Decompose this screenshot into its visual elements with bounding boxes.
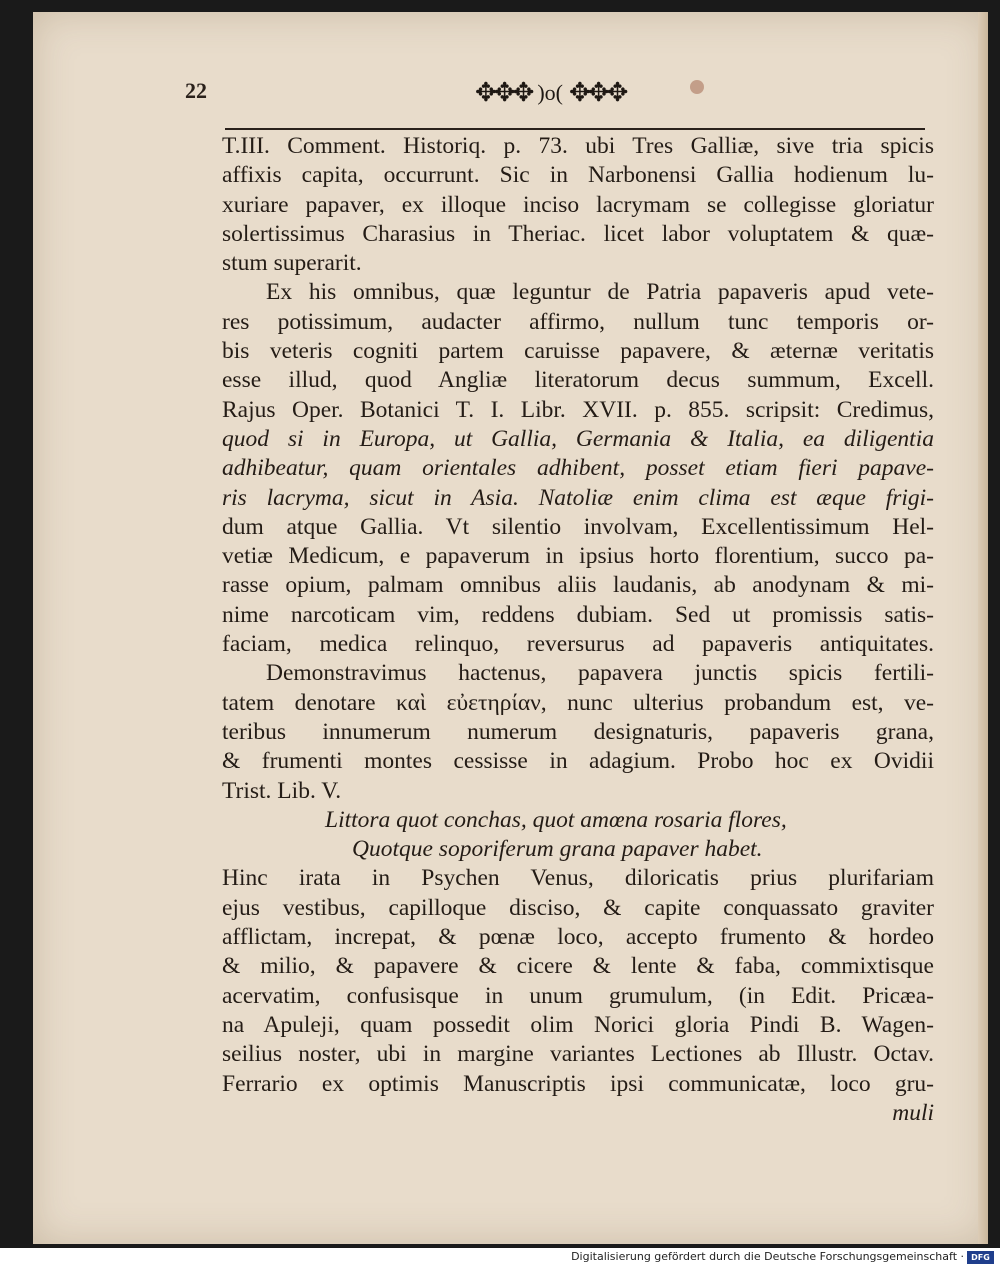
text-line: xuriare papaver, ex illoque inciso lacrymam se collegisse gloriatur	[222, 191, 934, 218]
ornament-mid: )o(	[537, 80, 564, 105]
page-header	[185, 78, 945, 118]
text-line: Rajus Oper. Botanici T. I. Libr. XVII. p. 855. scripsit: Credimus,	[222, 396, 934, 423]
text-line: quod si in Europa, ut Gallia, Germania & Italia, ea diligentia	[222, 425, 934, 452]
text-line: faciam, medica relinquo, reversurus ad papaveris antiquitates.	[222, 631, 934, 658]
text-line: seilius noster, ubi in margine variantes Lectiones ab Illustr. Octav.	[222, 1041, 934, 1068]
text-line: affixis capita, occurrunt. Sic in Narbonensi Gallia hodienum lu-	[222, 162, 934, 189]
text-line: tatem denotare καὶ εὐετηρίαν, nunc ulterius probandum est, ve-	[222, 689, 934, 716]
body-text	[222, 132, 934, 1128]
text-line: nime narcoticam vim, reddens dubiam. Sed ut promissis satis-	[222, 601, 934, 628]
text-line: acervatim, confusisque in unum grumulum, (in Edit. Pricæa-	[222, 982, 934, 1009]
funding-credit: Digitalisierung gefördert durch die Deutsche Forschungsgemeinschaft ·	[571, 1250, 964, 1263]
text-line: res potissimum, audacter affirmo, nullum tunc temporis or-	[222, 308, 934, 335]
text-line: solertissimus Charasius in Theriac. licet labor voluptatem & quæ-	[222, 220, 934, 247]
text-line: adhibeatur, quam orientales adhibent, posset etiam fieri papave-	[222, 455, 934, 482]
header-rule	[225, 128, 925, 130]
text-line: stum superarit.	[222, 250, 362, 277]
text-line: dum atque Gallia. Vt silentio involvam, Excellentissimum Hel-	[222, 513, 934, 540]
footer-bar	[0, 1248, 1000, 1268]
text-line: bis veteris cogniti partem caruisse papavere, & æternæ veritatis	[222, 338, 934, 365]
text-line: teribus innumerum numerum designaturis, papaveris grana,	[222, 718, 934, 745]
page-edge	[978, 12, 988, 1244]
text-line: Hinc irata in Psychen Venus, diloricatis prius plurifariam	[222, 865, 934, 892]
text-line: Quotque soporiferum grana papaver habet.	[352, 836, 763, 863]
text-line: muli	[892, 1099, 934, 1126]
ornament-left-icon: ✥✥✥	[475, 78, 532, 107]
text-line: & milio, & papavere & cicere & lente & faba, commixtisque	[222, 953, 934, 980]
text-line: esse illud, quod Angliæ literatorum decus summum, Excell.	[222, 367, 934, 394]
text-line: Demonstravimus hactenus, papavera junctis spicis fertili-	[266, 660, 934, 687]
ornament-right-icon: ✥✥✥	[569, 78, 626, 107]
text-line: & frumenti montes cessisse in adagium. Probo hoc ex Ovidii	[222, 748, 934, 775]
text-line: na Apuleji, quam possedit olim Norici gloria Pindi B. Wagen-	[222, 1011, 934, 1038]
header-ornament	[475, 78, 625, 108]
text-line: Ferrario ex optimis Manuscriptis ipsi communicatæ, loco gru-	[222, 1070, 934, 1097]
page-number: 22	[185, 78, 207, 103]
text-line: vetiæ Medicum, e papaverum in ipsius horto florentium, succo pa-	[222, 543, 934, 570]
text-line: Littora quot conchas, quot amœna rosaria flores,	[325, 806, 787, 833]
text-line: Trist. Lib. V.	[222, 777, 342, 804]
text-line: rasse opium, palmam omnibus aliis laudanis, ab anodynam & mi-	[222, 572, 934, 599]
text-line: afflictam, increpat, & pœnæ loco, accepto frumento & hordeo	[222, 924, 934, 951]
text-line: ris lacryma, sicut in Asia. Natoliæ enim clima est æque frigi-	[222, 484, 934, 511]
text-line: Ex his omnibus, quæ leguntur de Patria papaveris apud vete-	[266, 279, 934, 306]
text-line: T.III. Comment. Historiq. p. 73. ubi Tres Galliæ, sive tria spicis	[222, 133, 934, 159]
dfg-logo: DFG	[967, 1251, 994, 1264]
text-line: ejus vestibus, capilloque disciso, & capite conquassato graviter	[222, 894, 934, 921]
